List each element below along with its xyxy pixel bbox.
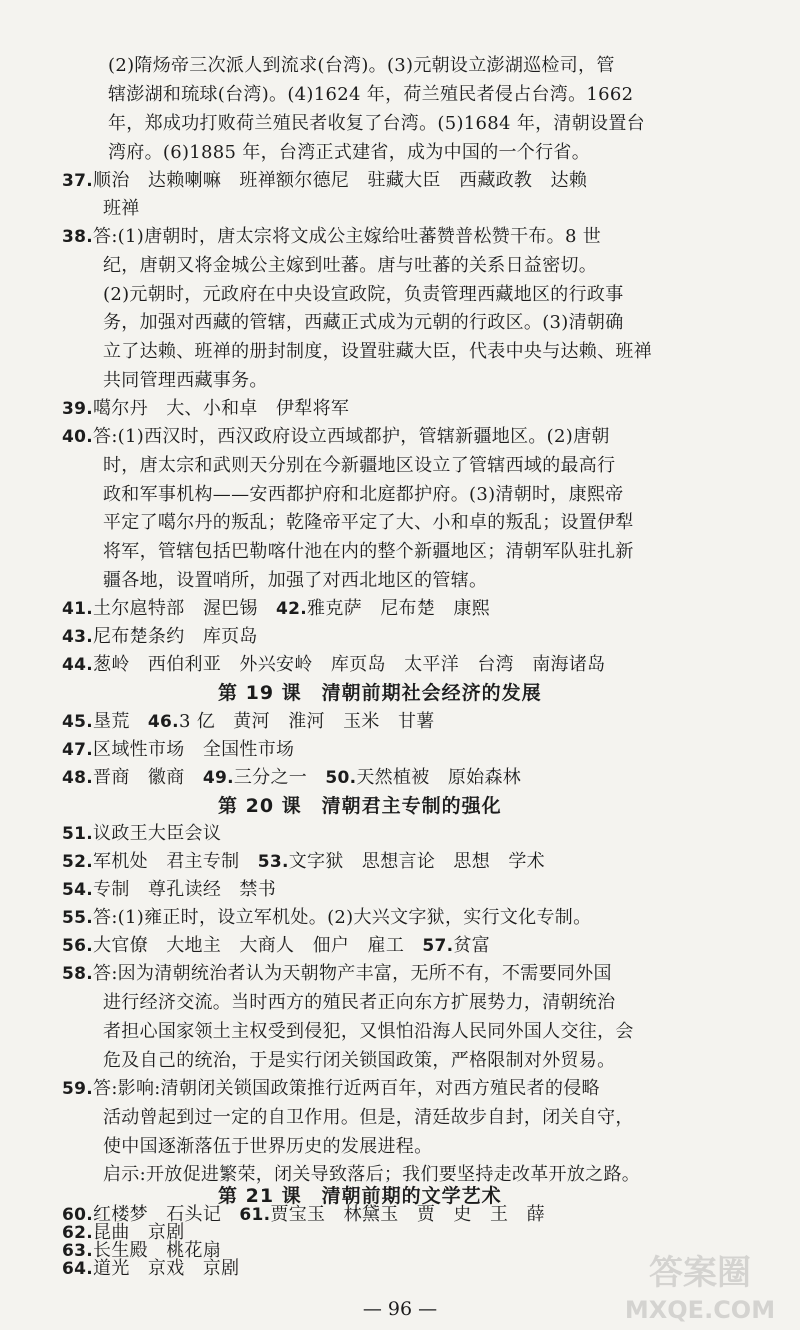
watermark-url: MXQE.COM <box>624 1296 776 1324</box>
answer-text: 活动曾起到过一定的自卫作用。但是，清廷故步自封，闭关自守， <box>103 1107 634 1128</box>
question-number: 63. <box>62 1240 94 1261</box>
answer-text: 三分之一 <box>233 767 326 788</box>
answer-text: 纪，唐朝又将金城公主嫁到吐蕃。唐与吐蕃的关系日益密切。 <box>103 255 598 276</box>
question-number: 41. <box>62 599 94 619</box>
question-number: 55. <box>62 908 94 928</box>
text-line <box>62 906 591 930</box>
question-number: 61. <box>239 1204 271 1225</box>
answer-text: 大官僚 大地主 大商人 佃户 雇工 <box>93 935 423 956</box>
lesson-heading: 第 19 课 清朝前期社会经济的发展 <box>218 682 542 704</box>
answer-text: 顺治 达赖喇嘛 班禅额尔德尼 驻藏大臣 西藏政教 达赖 <box>93 170 588 191</box>
answer-text: 贾宝玉 林黛玉 贾 史 王 薛 <box>270 1203 545 1225</box>
answer-text: 军机处 君主专制 <box>93 851 258 872</box>
text-line <box>62 169 587 193</box>
text-line <box>103 540 634 564</box>
text-line <box>103 569 487 593</box>
question-number: 45. <box>62 712 94 732</box>
answer-text: 政和军事机构——安西都护府和北庭都护府。(3)清朝时，康熙帝 <box>103 484 624 505</box>
question-number: 42. <box>276 599 308 619</box>
text-line <box>62 397 349 421</box>
text-line <box>62 962 612 986</box>
watermark-title: 答案圈 <box>649 1253 751 1293</box>
question-number: 58. <box>62 964 94 984</box>
text-line <box>108 112 645 136</box>
text-line <box>103 340 652 364</box>
answer-text: 文字狱 思想言论 思想 学术 <box>288 851 545 872</box>
text-line <box>62 850 545 874</box>
question-number: 44. <box>62 655 94 675</box>
answer-text: 年，郑成功打败荷兰殖民者收复了台湾。(5)1684 年，清朝设置台 <box>108 113 645 134</box>
text-line <box>62 710 435 734</box>
text-line <box>103 991 615 1015</box>
answer-text: (2)元朝时，元政府在中央设宣政院，负责管理西藏地区的行政事 <box>103 284 624 305</box>
text-line <box>108 54 615 78</box>
question-number: 43. <box>62 627 94 647</box>
text-line <box>103 483 624 507</box>
question-number: 51. <box>62 824 94 844</box>
question-number: 60. <box>62 1204 94 1225</box>
answer-text: 立了达赖、班禅的册封制度，设置驻藏大臣，代表中央与达赖、班禅 <box>103 341 652 362</box>
text-line <box>103 1049 615 1073</box>
text-line <box>62 822 221 846</box>
text-line <box>103 369 268 393</box>
answer-text: 答:(1)唐朝时，唐太宗将文成公主嫁给吐蕃赞普松赞干布。8 世 <box>93 226 602 247</box>
answer-text: 3 亿 黄河 淮河 玉米 甘薯 <box>178 711 435 732</box>
question-number: 64. <box>62 1259 94 1280</box>
answer-text: 辖澎湖和琉球(台湾)。(4)1624 年，荷兰殖民者侵占台湾。1662 <box>108 84 634 105</box>
answer-text: 答:(1)西汉时，西汉政府设立西域都护，管辖新疆地区。(2)唐朝 <box>93 426 610 447</box>
answer-text: 贫富 <box>453 935 491 956</box>
page-number: — 96 — <box>362 1298 438 1320</box>
question-number: 50. <box>325 768 357 788</box>
answer-text: 区域性市场 全国性市场 <box>93 739 295 760</box>
answer-text: 答:影响:清朝闭关锁国政策推行近两百年，对西方殖民者的侵略 <box>93 1078 600 1099</box>
text-line <box>62 738 294 762</box>
answer-text: 道光 京戏 京剧 <box>93 1258 240 1280</box>
answer-text: (2)隋炀帝三次派人到流求(台湾)。(3)元朝设立澎湖巡检司，管 <box>108 55 615 76</box>
answer-text: 危及自己的统治，于是实行闭关锁国政策，严格限制对外贸易。 <box>103 1050 616 1071</box>
text-line <box>103 197 140 221</box>
answer-text: 答:因为清朝统治者认为天朝物产丰富，无所不有，不需要同外国 <box>93 963 612 984</box>
text-line <box>62 653 605 677</box>
answer-text: 务，加强对西藏的管辖，西藏正式成为元朝的行政区。(3)清朝确 <box>103 312 624 333</box>
answer-text: 土尔扈特部 渥巴锡 <box>93 598 277 619</box>
answer-text: 时，唐太宗和武则天分别在今新疆地区设立了管辖西域的最高行 <box>103 455 616 476</box>
question-number: 53. <box>257 852 289 872</box>
answer-text: 专制 尊孔读经 禁书 <box>93 879 277 900</box>
answer-text: 昆曲 京剧 <box>93 1221 185 1243</box>
text-line <box>103 283 624 307</box>
text-line <box>62 425 610 449</box>
answer-text: 天然植被 原始森林 <box>356 767 522 788</box>
answer-text: 使中国逐渐落伍于世界历史的发展进程。 <box>103 1136 433 1157</box>
text-line <box>108 141 590 165</box>
answer-text: 尼布楚条约 库页岛 <box>93 626 258 647</box>
text-line <box>62 597 490 621</box>
answer-text: 将军，管辖包括巴勒喀什池在内的整个新疆地区；清朝军队驻扎新 <box>103 541 634 562</box>
answer-text: 雅克萨 尼布楚 康熙 <box>307 598 491 619</box>
text-line <box>103 311 624 335</box>
question-number: 52. <box>62 852 94 872</box>
answer-text: 者担心国家领土主权受到侵犯，又惧怕沿海人民同外国人交往，会 <box>103 1021 634 1042</box>
text-line <box>62 625 258 649</box>
text-line <box>103 1106 634 1130</box>
lesson-heading: 第 21 课 清朝前期的文学艺术 <box>218 1185 502 1208</box>
answer-text: 疆各地，设置哨所，加强了对西北地区的管辖。 <box>103 570 488 591</box>
text-line <box>103 511 634 535</box>
text-line <box>103 1020 634 1044</box>
text-line <box>62 766 521 790</box>
answer-text: 共同管理西藏事务。 <box>103 370 268 391</box>
answer-text: 班禅 <box>103 198 140 219</box>
text-line <box>62 878 276 902</box>
text-line <box>103 454 615 478</box>
question-number: 54. <box>62 880 94 900</box>
question-number: 38. <box>62 227 94 247</box>
question-number: 40. <box>62 427 94 447</box>
answer-text: 噶尔丹 大、小和卓 伊犁将军 <box>93 398 350 419</box>
answer-text: 答:(1)雍正时，设立军机处。(2)大兴文字狱，实行文化专制。 <box>93 907 592 928</box>
question-number: 49. <box>202 768 234 788</box>
answer-text: 平定了噶尔丹的叛乱；乾隆帝平定了大、小和卓的叛乱；设置伊犁 <box>103 512 634 533</box>
answer-text: 垦荒 <box>93 711 148 732</box>
question-number: 62. <box>62 1222 94 1243</box>
text-line <box>62 225 601 249</box>
text-line <box>103 1135 432 1159</box>
lesson-heading: 第 20 课 清朝君主专制的强化 <box>218 795 502 817</box>
question-number: 57. <box>422 936 454 956</box>
answer-text: 葱岭 西伯利亚 外兴安岭 库页岛 太平洋 台湾 南海诸岛 <box>93 654 606 675</box>
question-number: 59. <box>62 1079 94 1099</box>
answer-text: 晋商 徽商 <box>93 767 203 788</box>
answer-text: 进行经济交流。当时西方的殖民者正向东方扩展势力，清朝统治 <box>103 992 616 1013</box>
question-number: 46. <box>147 712 179 732</box>
answer-text: 启示:开放促进繁荣，闭关导致落后；我们要坚持走改革开放之路。 <box>103 1164 641 1185</box>
text-line <box>62 1257 239 1281</box>
text-line <box>103 254 597 278</box>
question-number: 48. <box>62 768 94 788</box>
answer-text: 湾府。(6)1885 年，台湾正式建省，成为中国的一个行省。 <box>108 142 591 163</box>
text-line <box>62 934 490 958</box>
answer-text: 红楼梦 石头记 <box>93 1203 240 1225</box>
answer-text: 长生殿 桃花扇 <box>93 1239 222 1261</box>
text-line <box>108 83 633 107</box>
question-number: 47. <box>62 740 94 760</box>
question-number: 56. <box>62 936 94 956</box>
text-line <box>62 1077 600 1101</box>
question-number: 37. <box>62 171 94 191</box>
question-number: 39. <box>62 399 94 419</box>
answer-text: 议政王大臣会议 <box>93 823 222 844</box>
